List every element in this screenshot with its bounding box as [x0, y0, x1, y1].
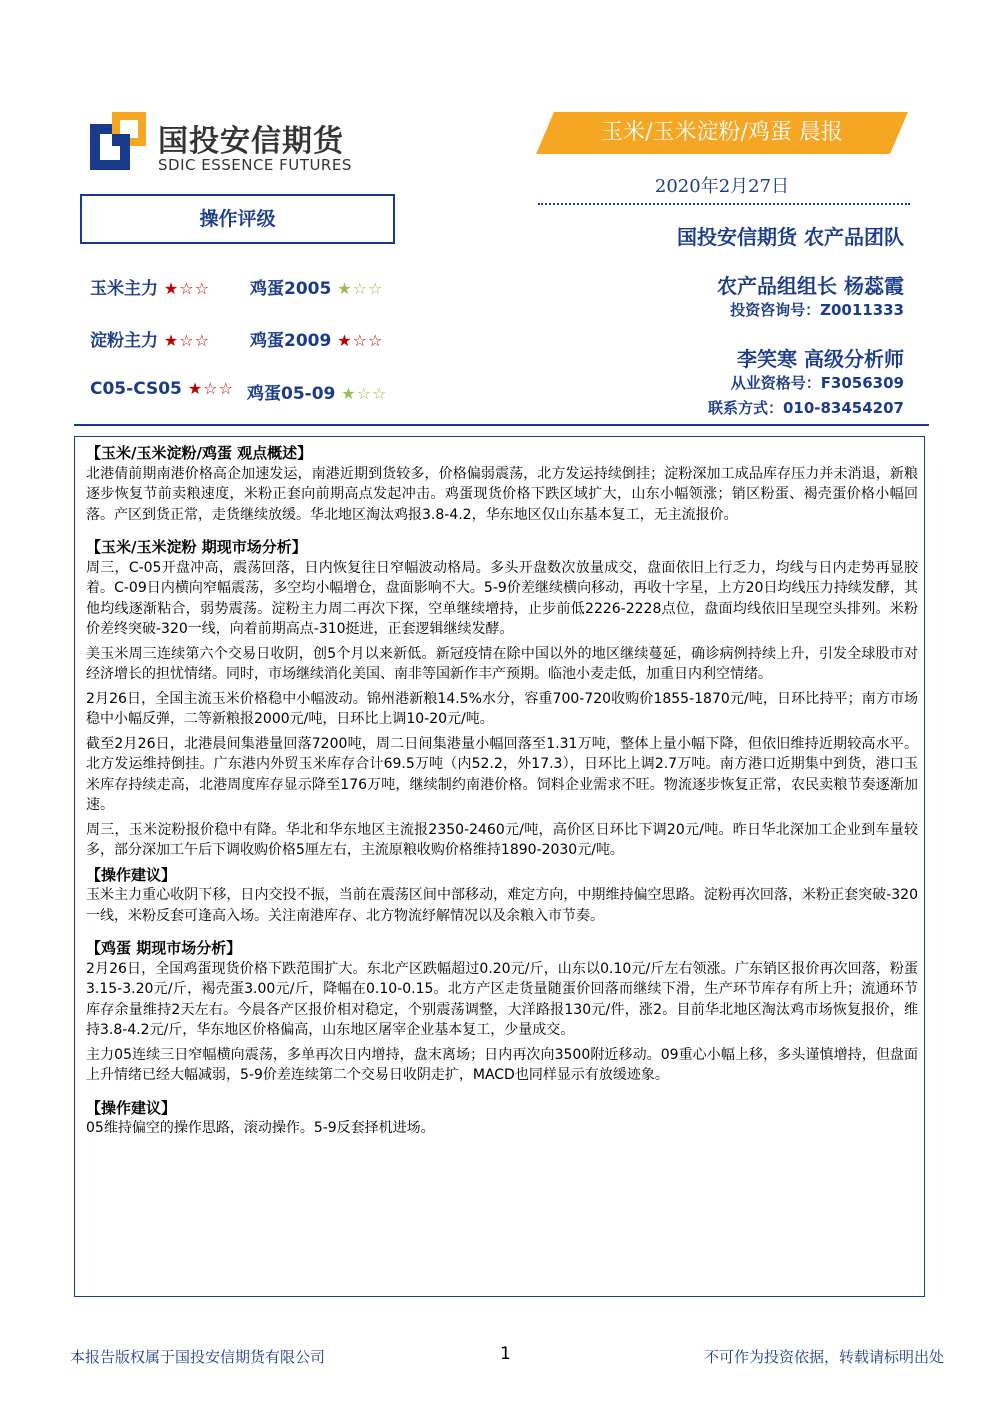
report-title: 玉米/玉米淀粉/鸡蛋 晨报	[601, 120, 843, 145]
page-number: 1	[500, 1344, 511, 1364]
section-heading: 【操作建议】	[86, 1098, 177, 1117]
rating-stars: ★☆☆	[187, 379, 234, 398]
analyst-secondary: 李笑寒 高级分析师	[737, 347, 904, 371]
dotted-divider	[538, 203, 910, 205]
paragraph: 主力05连续三日窄幅横向震荡，多单再次日内增持，盘末离场；日内再次向3500附近移动。09重心小幅上移，多头谨慎增持，但盘面上升情绪已经大幅减弱，5-9价差连续第二个交易日收阴走扩，MACD也同样显示有放缓迹象。	[86, 1046, 918, 1083]
logo-chinese-name: 国投安信期货	[158, 124, 344, 159]
rating-row	[90, 274, 210, 299]
rating-label: 鸡蛋2005	[250, 279, 332, 299]
rating-stars: ★☆☆	[163, 331, 210, 350]
section-heading: 【鸡蛋 期现市场分析】	[86, 939, 242, 957]
contact-info: 联系方式：010-83454207	[707, 399, 904, 417]
team-name: 国投安信期货 农产品团队	[677, 225, 904, 249]
paragraph: 玉米主力重心收阴下移，日内交投不振，当前在震荡区间中部移动，难定方向，中期维持偏空思路。淀粉再次回落，米粉正套突破-320一线，米粉反套可逢高入场。关注南港库存、北方物流纾解情况以及余粮入市节奏。	[86, 887, 918, 924]
rating-label: 鸡蛋05-09	[247, 384, 336, 404]
rating-stars: ★☆☆	[337, 279, 384, 298]
logo-mark-icon	[90, 112, 150, 172]
rating-label: 鸡蛋2009	[250, 331, 332, 351]
paragraph: 05维持偏空的操作思路，滚动操作。5-9反套择机进场。	[86, 1120, 435, 1136]
rating-row	[250, 326, 383, 351]
logo-english-name: SDIC ESSENCE FUTURES	[158, 156, 352, 174]
rating-row	[90, 379, 234, 399]
report-title-banner	[536, 112, 908, 154]
paragraph: 周三，玉米淀粉报价稳中有降。华北和华东地区主流报2350-2460元/吨，高价区日环比下调20元/吨。昨日华北深加工企业到车量较多，部分深加工午后下调收购价格5厘左右，主流原粮收购价格维持1890-2030元/吨。	[86, 821, 918, 858]
analyst-primary: 农产品组组长 杨蕊霞	[717, 274, 904, 298]
paragraph: 北港倩前期南港价格高企加速发运，南港近期到货较多，价格偏弱震荡，北方发运持续倒挂；淀粉深加工成品库存压力并未消退，新粮逐步恢复节前卖粮速度，米粉正套向前期高点发起冲击。鸡蛋现货价格下跌区域扩大，山东小幅领涨；销区粉蛋、褐壳蛋价格小幅回落。产区到货正常，走货继续放缓。华北地区淘汰鸡报3.8-4.2，华东地区仅山东基本复工，无主流报价。	[86, 465, 918, 523]
analyst-primary-license: 投资咨询号：Z0011333	[730, 301, 904, 319]
section-heading: 【玉米/玉米淀粉/鸡蛋 观点概述】	[86, 444, 313, 462]
paragraph: 2月26日，全国主流玉米价格稳中小幅波动。锦州港新粮14.5%水分，容重700-720收购价1855-1870元/吨，日环比持平；南方市场稳中小幅反弹，二等新粮报2000元/吨，日环比上调10-20元/吨。	[86, 690, 918, 727]
rating-stars: ★☆☆	[337, 331, 384, 350]
paragraph: 2月26日，全国鸡蛋现货价格下跌范围扩大。东北产区跌幅超过0.20元/斤，山东以0.10元/斤左右领涨。广东销区报价再次回落，粉蛋3.15-3.20元/斤，褐壳蛋3.00元/斤，降幅在0.10-0.15。北方产区走货量随蛋价回落而继续下滑，生产环节库存有所上升；流通环节库存余量维持2天左右。今晨各产区报价相对稳定，个别震荡调整，大洋路报130元/件，涨2。目前华北地区淘汰鸡市场恢复报价，维持3.8-4.2元/斤，华东地区价格偏高，山东地区屠宰企业基本复工，少量成交。	[86, 960, 918, 1038]
rating-row	[250, 274, 383, 299]
footer-copyright: 本报告版权属于国投安信期货有限公司	[70, 1348, 326, 1366]
paragraph: 周三，C-05开盘冲高，震荡回落，日内恢复往日窄幅波动格局。多头开盘数次放量成交，盘面依旧上行乏力，均线与日内走势再显胶着。C-09日内横向窄幅震荡，多空均小幅增仓，盘面影响不大。5-9价差继续横向移动，再收十字星，上方20日均线压力持续发酵，其他均线逐渐粘合，弱势震荡。淀粉主力周二再次下探，空单继续增持，止步前低2226-2228点位，盘面均线依旧呈现空头排列。米粉价差终突破-320一线，向着前期高点-310挺进，正套逻辑继续发酵。	[86, 559, 918, 637]
rating-label: C05-CS05	[90, 379, 182, 399]
report-date: 2020年2月27日	[654, 176, 790, 197]
rating-stars: ★☆☆	[163, 279, 210, 298]
rating-title: 操作评级	[80, 194, 395, 244]
report-body	[74, 436, 925, 1297]
rating-label: 淀粉主力	[90, 331, 158, 351]
paragraph: 截至2月26日，北港晨间集港量回落7200吨，周二日间集港量小幅回落至1.31万吨，整体上量小幅下降，但依旧维持近期较高水平。北方发运维持倒挂。广东港内外贸玉米库存合计69.5万吨（内52.2，外17.3），日环比上调2.7万吨。南方港口近期集中到货，港口玉米库存持续走高，北港周度库存显示降至176万吨，继续制约南港价格。饲料企业需求不旺。物流逐步恢复正常，农民卖粮节奏逐渐加速。	[86, 735, 918, 813]
header-divider	[74, 424, 929, 426]
section-heading: 【玉米/玉米淀粉 期现市场分析】	[86, 538, 307, 556]
rating-row	[90, 326, 210, 351]
analyst-secondary-license: 从业资格号：F3056309	[730, 374, 904, 392]
section-heading: 【操作建议】	[86, 865, 177, 884]
company-logo	[90, 112, 350, 178]
rating-label: 玉米主力	[90, 279, 158, 299]
rating-stars: ★☆☆	[341, 384, 388, 403]
footer-disclaimer: 不可作为投资依据，转载请标明出处	[703, 1348, 944, 1366]
paragraph: 美玉米周三连续第六个交易日收阴，创5个月以来新低。新冠疫情在除中国以外的地区继续蔓延，确诊病例持续上升，引发全球股市对经济增长的担忧情绪。同时，市场继续消化美国、南非等国新作丰产预期。临池小麦走低，加重日内利空情绪。	[86, 645, 918, 682]
rating-row	[247, 379, 387, 404]
